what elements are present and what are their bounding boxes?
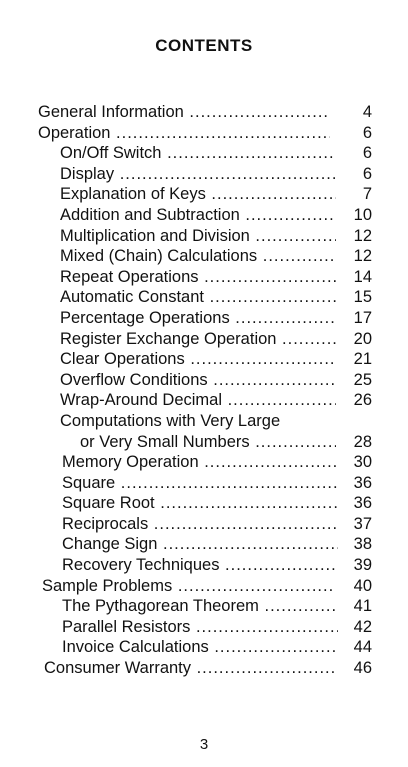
toc-entry-text: On/Off Switch ..... [60, 143, 336, 164]
toc-entry-text: Percentage Operations ..... [60, 308, 336, 329]
toc-entry-text: Reciprocals ..... [62, 514, 338, 535]
toc-entry-text: Repeat Operations ..... [60, 267, 336, 288]
toc-entry [0, 226, 408, 247]
toc-entry-page: 28 [353, 432, 372, 451]
toc-entry-text: or Very Small Numbers ..... [80, 432, 336, 453]
toc-entry-page: 6 [362, 164, 372, 183]
toc-entry [0, 267, 408, 288]
toc-entry-text: Operation ..... [38, 123, 330, 144]
toc-entry-text: The Pythagorean Theorem ..... [62, 596, 338, 617]
toc-entry-text: General Information ..... [38, 102, 330, 123]
toc-entry-page: 40 [353, 576, 372, 595]
toc-entry [0, 390, 408, 411]
toc-entry-page: 41 [353, 597, 372, 616]
toc-entry-text: Square Root ..... [62, 493, 338, 514]
toc-entry [0, 143, 408, 164]
toc-entry-text: Clear Operations ..... [60, 349, 336, 370]
toc-entry [0, 658, 408, 679]
toc-entry-page: 30 [353, 453, 372, 472]
toc-entry-page: 6 [362, 123, 372, 142]
toc-entry [0, 349, 408, 370]
toc-entry-text: Addition and Subtraction ..... [60, 205, 336, 226]
toc-entry-text: Overflow Conditions ..... [60, 370, 336, 391]
toc-entry-page: 20 [353, 329, 372, 348]
toc-entry-text: Register Exchange Operation ..... [60, 329, 336, 350]
toc-entry-text: Multiplication and Division ..... [60, 226, 336, 247]
toc-entry [0, 493, 408, 514]
toc-entry-text: Parallel Resistors ..... [62, 617, 338, 638]
toc-entry-page: 42 [353, 617, 372, 636]
toc-entry-text: Computations with Very Large [60, 411, 281, 430]
toc-entry-page: 12 [353, 226, 372, 245]
toc-entry [0, 576, 408, 597]
toc-entry-page: 15 [353, 288, 372, 307]
toc-entry [0, 329, 408, 350]
toc-entry-page: 4 [362, 103, 372, 121]
toc-entry-text: Memory Operation ..... [62, 452, 338, 473]
toc-entry [0, 637, 408, 658]
toc-entry [0, 184, 408, 205]
toc-entry-text: Consumer Warranty ..... [44, 658, 334, 679]
toc-entry [0, 246, 408, 267]
toc-entry-text: Change Sign ..... [62, 534, 338, 555]
toc-entry-text: Automatic Constant ..... [60, 287, 336, 308]
toc-entry-text: Recovery Techniques ..... [62, 555, 338, 576]
page-title: CONTENTS [155, 36, 253, 55]
toc-entry-page: 46 [353, 659, 372, 678]
toc-entry-page: 37 [353, 514, 372, 533]
toc-entry-page: 17 [353, 308, 372, 327]
toc-entry [0, 514, 408, 535]
toc-entry-page: 6 [362, 144, 372, 163]
toc-entry [0, 452, 408, 473]
toc-entry-page: 7 [362, 185, 372, 204]
table-of-contents [0, 102, 408, 679]
toc-entry-page: 21 [353, 350, 372, 369]
toc-entry [0, 432, 408, 453]
toc-entry-text: Mixed (Chain) Calculations ..... [60, 246, 336, 267]
toc-entry-page: 12 [353, 247, 372, 266]
toc-entry-text: Sample Problems ..... [42, 576, 332, 597]
toc-entry-page: 36 [353, 473, 372, 492]
toc-entry-page: 38 [353, 535, 372, 554]
toc-entry [0, 370, 408, 391]
toc-entry-text: Invoice Calculations ..... [62, 637, 338, 658]
toc-entry [0, 164, 408, 185]
toc-entry [0, 287, 408, 308]
toc-entry-page: 44 [353, 638, 372, 657]
toc-entry [0, 123, 408, 144]
toc-entry-page: 14 [353, 267, 372, 286]
toc-entry-text: Display ..... [60, 164, 336, 185]
toc-entry-text: Square ..... [62, 473, 338, 494]
toc-entry-page: 39 [353, 556, 372, 575]
page-number: 3 [199, 736, 209, 753]
toc-entry [0, 411, 408, 432]
toc-entry [0, 473, 408, 494]
toc-entry-text: Explanation of Keys ..... [60, 184, 336, 205]
toc-entry [0, 534, 408, 555]
toc-entry-page: 10 [353, 205, 372, 224]
toc-entry [0, 555, 408, 576]
toc-entry [0, 596, 408, 617]
toc-entry-page: 25 [353, 370, 372, 389]
toc-entry-page: 36 [353, 494, 372, 513]
toc-entry-text: Wrap-Around Decimal ..... [60, 390, 336, 411]
toc-entry [0, 205, 408, 226]
toc-entry [0, 617, 408, 638]
toc-entry-page: 26 [353, 391, 372, 410]
toc-entry [0, 308, 408, 329]
toc-entry [0, 102, 408, 123]
